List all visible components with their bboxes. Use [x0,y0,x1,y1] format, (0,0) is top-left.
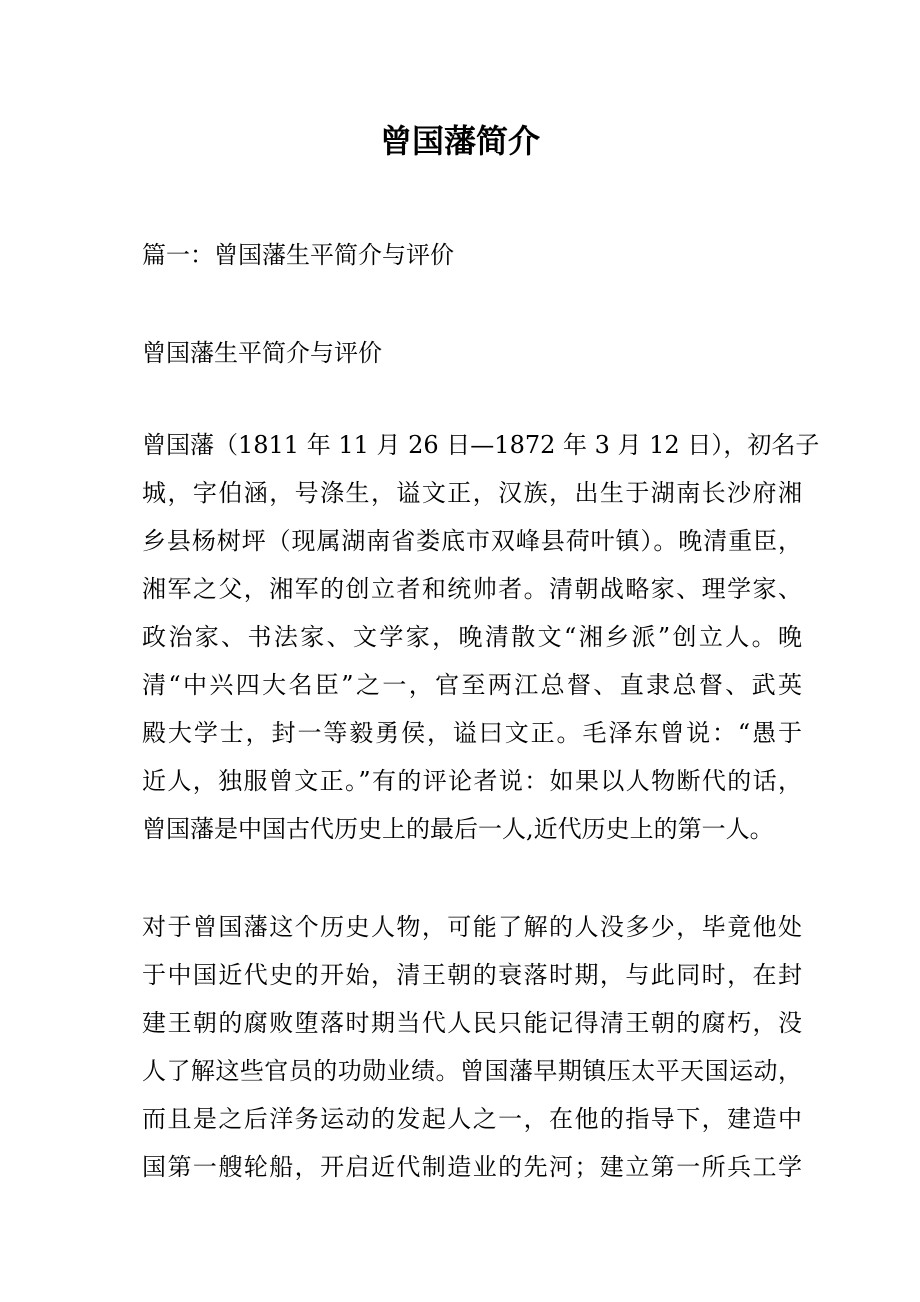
paragraph-line: 对于曾国藩这个历史人物，可能了解的人没多少，毕竟他处 [142,913,802,941]
paragraph-line: 国第一艘轮船，开启近代制造业的先河；建立第一所兵工学 [142,1153,802,1181]
paragraph-2 [142,903,802,1191]
paragraph-line: 而且是之后洋务运动的发起人之一，在他的指导下，建造中 [142,1105,802,1133]
paragraph-line: 湘军之父，湘军的创立者和统帅者。清朝战略家、理学家、 [142,575,802,603]
document-title: 曾国藩简介 [379,122,540,160]
paragraph-line: 人了解这些官员的功勋业绩。曾国藩早期镇压太平天国运动， [142,1057,802,1085]
paragraph-line: 城，字伯涵，号涤生，谥文正，汉族，出生于湖南长沙府湘 [142,479,802,507]
paragraph-line: 乡县杨树坪（现属湖南省娄底市双峰县荷叶镇）。晚清重臣， [142,527,802,555]
paragraph-line: 清“中兴四大名臣”之一，官至两江总督、直隶总督、武英 [142,671,802,699]
section-subtitle: 曾国藩生平简介与评价 [142,339,382,367]
paragraph-line: 建王朝的腐败堕落时期当代人民只能记得清王朝的腐朽，没 [142,1009,802,1037]
paragraph-line: 曾国藩是中国古代历史上的最后一人,近代历史上的第一人。 [142,815,774,843]
section-heading: 篇一：曾国藩生平简介与评价 [142,241,454,269]
paragraph-line: 政治家、书法家、文学家，晚清散文“湘乡派”创立人。晚 [142,623,802,651]
paragraph-1 [142,421,820,853]
paragraph-line: 曾国藩（1811 年 11 月 26 日—1872 年 3 月 12 日），初名子 [142,431,820,459]
paragraph-line: 近人，独服曾文正。”有的评论者说：如果以人物断代的话， [142,767,802,795]
paragraph-line: 殿大学士，封一等毅勇侯，谥曰文正。毛泽东曾说：“愚于 [142,719,802,747]
paragraph-line: 于中国近代史的开始，清王朝的衰落时期，与此同时，在封 [142,961,802,989]
